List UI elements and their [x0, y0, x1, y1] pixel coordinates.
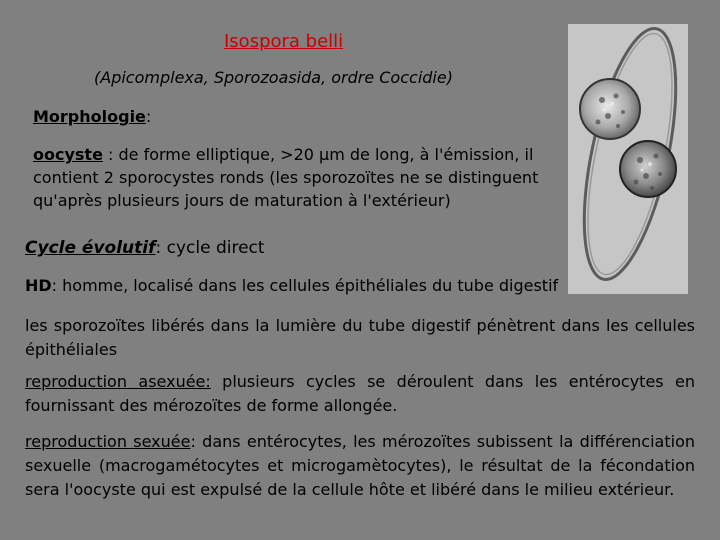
sexual-term-1: reproduction [25, 432, 134, 451]
hd-text: : homme, localisé dans les cellules épithéliales du tube digestif [51, 276, 559, 295]
asexual-reproduction-paragraph [25, 370, 695, 418]
morphology-heading: Morphologie [33, 107, 146, 126]
sporocyst-upper [580, 79, 640, 139]
oocyst-micrograph-drawing [568, 24, 688, 294]
oocyste-term: oocyste [33, 145, 103, 164]
oocyste-text: : de forme elliptique, >20 µm de long, à l'émission, il contient 2 sporocystes ronds (les sporozoïtes ne se distinguent qu'après plusieurs jours de maturation à l'extérieur) [33, 145, 539, 210]
oocyste-description [33, 143, 593, 212]
sexual-reproduction-paragraph [25, 430, 695, 502]
cycle-text: : cycle direct [155, 238, 265, 258]
page-title: Isospora belli [224, 31, 344, 52]
sporozoites-paragraph: les sporozoïtes libérés dans la lumière du tube digestif pénètrent dans les cellules épithéliales [25, 316, 695, 359]
morphology-heading-line [33, 107, 151, 126]
asexual-text: plusieurs cycles se déroulent dans les entérocytes en fournissant des mérozoïtes de forme allongée. [25, 372, 695, 415]
hd-line [25, 276, 558, 295]
oocyst-micrograph [568, 24, 688, 294]
sexual-text: : dans entérocytes, les mérozoïtes subissent la différenciation sexuelle (macrogamétocytes et microgamètocytes), le résultat de la fécondation sera l'oocyste qui est expulsé de la cellule hôte et libéré dans le milieu extérieur. [25, 432, 696, 499]
asexual-term-1: reproduction [25, 372, 139, 391]
cycle-line [25, 238, 265, 258]
asexual-term-2: asexuée: [138, 372, 211, 391]
cycle-heading: Cycle évolutif [25, 238, 156, 258]
sporocyst-lower [620, 141, 676, 197]
morphology-colon: : [145, 107, 152, 126]
sexual-term-2: sexuée [133, 432, 191, 451]
hd-label: HD [25, 276, 52, 295]
classification-subtitle: (Apicomplexa, Sporozoasida, ordre Coccidie) [94, 68, 453, 87]
